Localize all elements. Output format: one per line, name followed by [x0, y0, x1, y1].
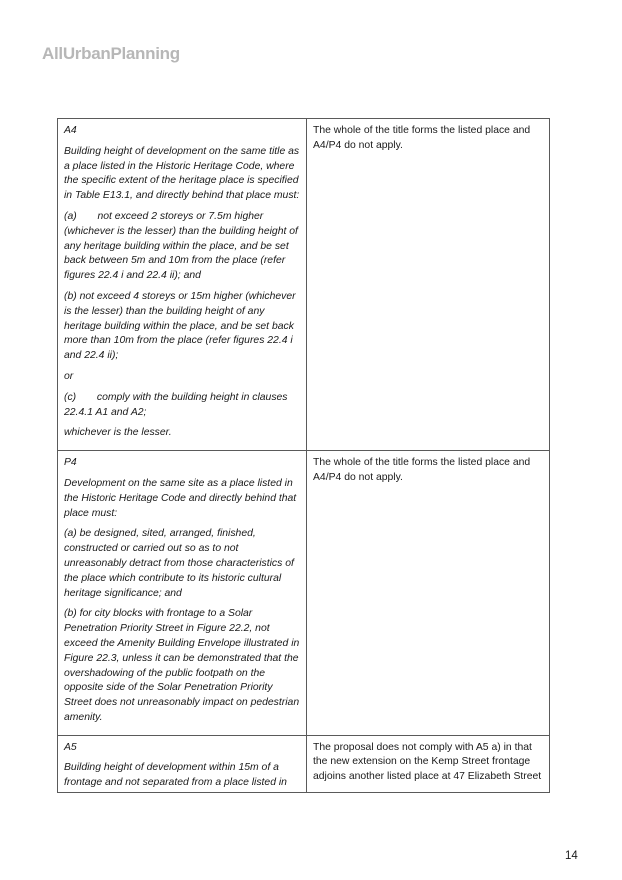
- page-number: 14: [565, 850, 578, 862]
- table-row: [58, 735, 550, 792]
- table-row: [58, 451, 550, 736]
- table-row: [58, 119, 550, 451]
- standard-code: P4: [64, 457, 77, 469]
- response-text: The proposal does not comply with A5 a) in that the new extension on the Kemp Street frontage adjoins another listed place at 47 Elizabeth Street: [313, 741, 542, 783]
- response-cell: [307, 735, 550, 792]
- standard-code: A4: [64, 125, 77, 136]
- standard-cell: [58, 119, 307, 451]
- standard-text: (a) be designed, sited, arranged, finished, constructed or carried out so as to not unreasonably detract from those characteristics of the place which contribute to its historic cultural heritage significance; and: [64, 528, 294, 599]
- standard-text: or: [64, 370, 74, 382]
- standard-code: A5: [64, 741, 77, 753]
- standard-text: Building height of development within 15m of a frontage and not separated from a place listed in: [64, 762, 287, 789]
- response-cell: [307, 451, 550, 736]
- response-text: The whole of the title forms the listed place and A4/P4 do not apply.: [313, 457, 531, 483]
- standard-text: Building height of development on the same title as a place listed in the Historic Heritage Code, where the specific extent of the heritage place is specified in Table E13.1, and directly behind that place must:: [64, 145, 300, 202]
- standard-cell: [58, 735, 307, 792]
- response-text: The whole of the title forms the listed place and A4/P4 do not apply.: [313, 125, 531, 151]
- standard-text: whichever is the lesser.: [64, 427, 172, 439]
- standard-text: (b) for city blocks with frontage to a Solar Penetration Priority Street in Figure 22.2, not exceed the Amenity Building Envelope illustrated in Figure 22.3, unless it can be demonstrated that the overshadowing of the public footpath on the opposite side of the Solar Penetration Priority Street does not unreasonably impact on pedestrian amenity.: [64, 608, 300, 723]
- standard-cell: [58, 451, 307, 736]
- standard-text: (a) not exceed 2 storeys or 7.5m higher (whichever is the lesser) than the building height of any heritage building within the place, and be set back between 5m and 10m from the place (refer figures 22.4 i and 22.4 ii); and: [64, 210, 298, 282]
- assessment-table: [57, 118, 550, 793]
- response-cell: [307, 119, 550, 451]
- standard-text: (b) not exceed 4 storeys or 15m higher (whichever is the lesser) than the building height of any heritage building within the place, and be set back more than 10m from the place (refer figures 22.4 i and 22.4 ii);: [64, 290, 296, 362]
- standard-text: Development on the same site as a place listed in the Historic Heritage Code and directly behind that place must:: [64, 477, 297, 519]
- company-logo: AllUrbanPlanning: [42, 44, 180, 63]
- standard-text: (c) comply with the building height in clauses 22.4.1 A1 and A2;: [64, 391, 288, 418]
